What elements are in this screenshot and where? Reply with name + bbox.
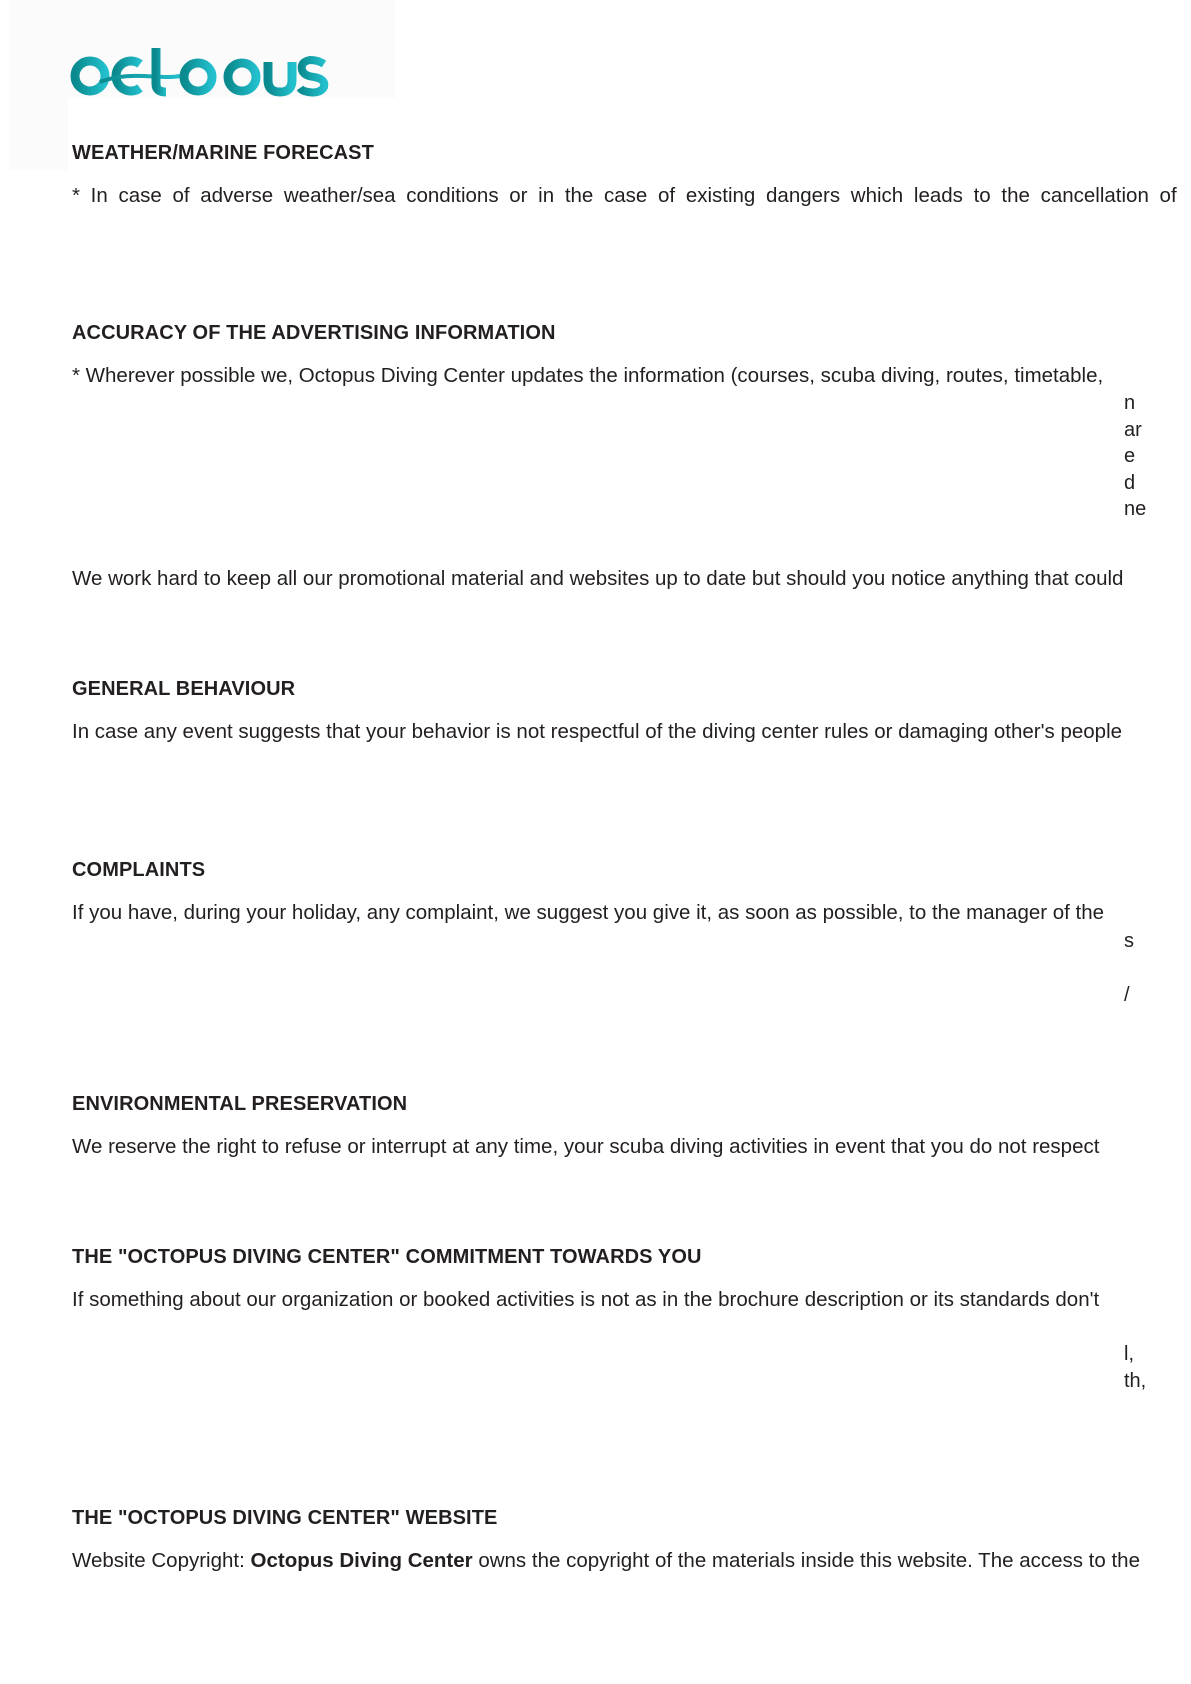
text-fragment: ar [1124,419,1142,441]
section-heading-weather: WEATHER/MARINE FORECAST [72,142,374,164]
text-fragment: l, [1124,1343,1134,1365]
website-text-suffix: owns the copyright of the materials inside this website. The access to the [472,1549,1140,1572]
text-fragment: e [1124,445,1136,467]
section-heading-complaints: COMPLAINTS [72,859,206,881]
text-fragment: d [1124,472,1136,494]
text-fragment: n [1124,392,1136,414]
section-heading-website: THE "OCTOPUS DIVING CENTER" WEBSITE [72,1507,498,1529]
text-fragment: ne [1124,498,1147,520]
section-text-accuracy-2: We work hard to keep all our promotional material and websites up to date but should you notice anything that could [72,567,1124,590]
section-heading-behaviour: GENERAL BEHAVIOUR [72,678,296,700]
website-text-prefix: Website Copyright: [72,1549,251,1572]
text-fragment: th, [1124,1370,1147,1392]
text-fragment: s [1124,930,1134,952]
section-heading-accuracy: ACCURACY OF THE ADVERTISING INFORMATION [72,322,556,344]
section-text-complaints: If you have, during your holiday, any complaint, we suggest you give it, as soon as possible, to the manager of the [72,901,1105,924]
section-text-environment: We reserve the right to refuse or interrupt at any time, your scuba diving activities in event that you do not respect [72,1135,1100,1158]
section-text-website [72,1549,1140,1573]
section-text-weather: * In case of adverse weather/sea conditions or in the case of existing dangers which leads to the cancellation of [72,184,1177,207]
section-text-behaviour: In case any event suggests that your behavior is not respectful of the diving center rules or damaging other's people [72,720,1123,743]
logo-background-tab [10,98,68,170]
text-fragment: / [1124,984,1130,1006]
section-text-commitment: If something about our organization or booked activities is not as in the brochure description or its standards don't [72,1288,1100,1311]
website-text-bold: Octopus Diving Center [250,1549,473,1572]
section-heading-environment: ENVIRONMENTAL PRESERVATION [72,1093,408,1115]
section-heading-commitment: THE "OCTOPUS DIVING CENTER" COMMITMENT TOWARDS YOU [72,1246,702,1268]
section-text-accuracy: * Wherever possible we, Octopus Diving Center updates the information (courses, scuba diving, routes, timetable, [72,364,1104,387]
octopus-logo [70,40,330,106]
